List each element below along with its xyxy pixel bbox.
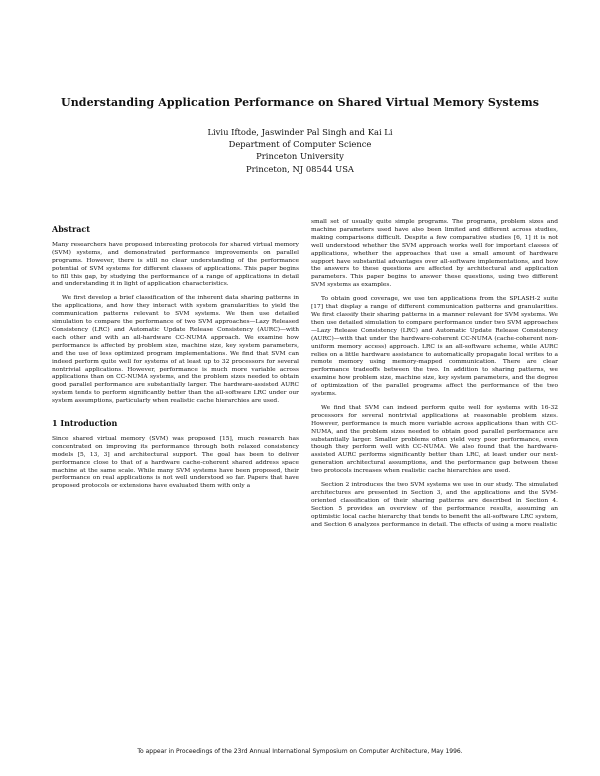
right-column	[311, 219, 558, 536]
abstract-paragraph-1: Many researchers have proposed interesting protocols for shared virtual memory (SVM) systems, and demonstrated performance improvements on parallel programs. However, there is still no clear understanding of the performance potential of SVM systems for different classes of applications. This paper begins to fill this gap, by studying the performance of a range of applications in detail and understanding it in light of application characteristics.	[52, 241, 299, 288]
intro-paragraph-1: Since shared virtual memory (SVM) was proposed [15], much research has concentrated on improving its performance through both relaxed consistency models [5, 13, 3] and architectural support. The goal has been to deliver performance close to that of a hardware cache-coherent shared address space machine at the same scale. While many SVM systems have been proposed, their performance on real applications is not well understood so far. Papers that have proposed protocols or extensions have evaluated them with only a	[52, 435, 299, 490]
author-names: Liviu Iftode, Jaswinder Pal Singh and Kai Li	[207, 127, 393, 137]
abstract-heading: Abstract	[52, 224, 90, 234]
right-paragraph-2: To obtain good coverage, we use ten applications from the SPLASH-2 suite [17] that display a range of different communication patterns and granularities. We first classify their sharing patterns in a manner relevant for SVM systems. We then use detailed simulation to compare performance under two SVM approaches—Lazy Release Consistency (LRC) and Automatic Update Release Consistency (AURC)—with that under the hardware-coherent CC-NUMA (cache-coherent non-uniform memory access) approach. LRC is an all-software scheme, while AURC relies on a little hardware assistance to automatically propagate local writes to a remote memory using memory-mapped communication. There are clear performance tradeoffs between the two. In addition to sharing patterns, we examine how problem size, machine size, key system parameters, and the degree of optimization of the parallel programs affect the performance of the two systems.	[311, 296, 558, 398]
right-paragraph-1: small set of usually quite simple programs. The programs, problem sizes and machine parameters used have also been limited and different across studies, making comparisons difficult. Despite a few comparative studies [6, 1] it is not well understood whether the SVM approach works well for important classes of applications, whether the approaches that use a small amount of hardware support have substantial advantages over all-software implementations, and how the answers to these questions are affected by architectural and application parameters. This paper begins to answer these questions, using two different SVM systems as examples.	[311, 219, 558, 289]
right-paragraph-4: Section 2 introduces the two SVM systems we use in our study. The simulated architectures are presented in Section 3, and the applications and the SVM-oriented classification of their sharing patterns are described in Section 4. Section 5 provides an overview of the performance results, assuming an optimistic local cache hierarchy that tends to benefit the all-software LRC system, and Section 6 analyzes performance in detail. The effects of using a more realistic	[311, 482, 558, 528]
abstract-paragraph-2: We first develop a brief classification of the inherent data sharing patterns in the applications, and how they interact with system granularities to yield the communication patterns relevant to SVM systems. We then use detailed simulation to compare the performance of two SVM approaches—Lazy Released Consistency (LRC) and Automatic Update Release Consistency (AURC)—with each other and with an all-hardware CC-NUMA approach. We examine how performance is affected by problem size, machine size, key system parameters, and the use of less optimized program implementations. We find that SVM can indeed perform quite well for systems of at least up to 32 processors for several nontrivial applications. However, performance is much more variable across applications than on CC-NUMA systems, and the problem sizes needed to obtain good parallel performance are substantially larger. The hardware-assisted AURC system tends to perform significantly better than the all-software LRC under our system assumptions, particularly when realistic cache hierarchies are used.	[52, 295, 299, 405]
right-paragraph-3: We find that SVM can indeed perform quite well for systems with 16-32 processors for several nontrivial applications at reasonable problem sizes. However, performance is much more variable across applications than with CC-NUMA, and the problem sizes needed to obtain good parallel performance are substantially larger. Smaller problems often yield very poor performance, even though they perform well with CC-NUMA. We also found that the hardware-assisted AURC performs significantly better than LRC, at least under our next-generation architectural assumptions, and the performance gap between these two protocols increases when realistic cache hierarchies are used.	[311, 404, 558, 475]
author-block	[0, 126, 600, 175]
paper-title: Understanding Application Performance on Shared Virtual Memory Systems	[61, 96, 539, 109]
location: Princeton, NJ 08544 USA	[246, 163, 354, 174]
left-column	[52, 226, 299, 497]
intro-heading: 1 Introduction	[52, 418, 118, 429]
department: Department of Computer Science	[228, 139, 372, 150]
footer-note: To appear in Proceedings of the 23rd Annual International Symposium on Computer Architecture, May 1996.	[137, 748, 463, 755]
university: Princeton University	[256, 151, 344, 162]
